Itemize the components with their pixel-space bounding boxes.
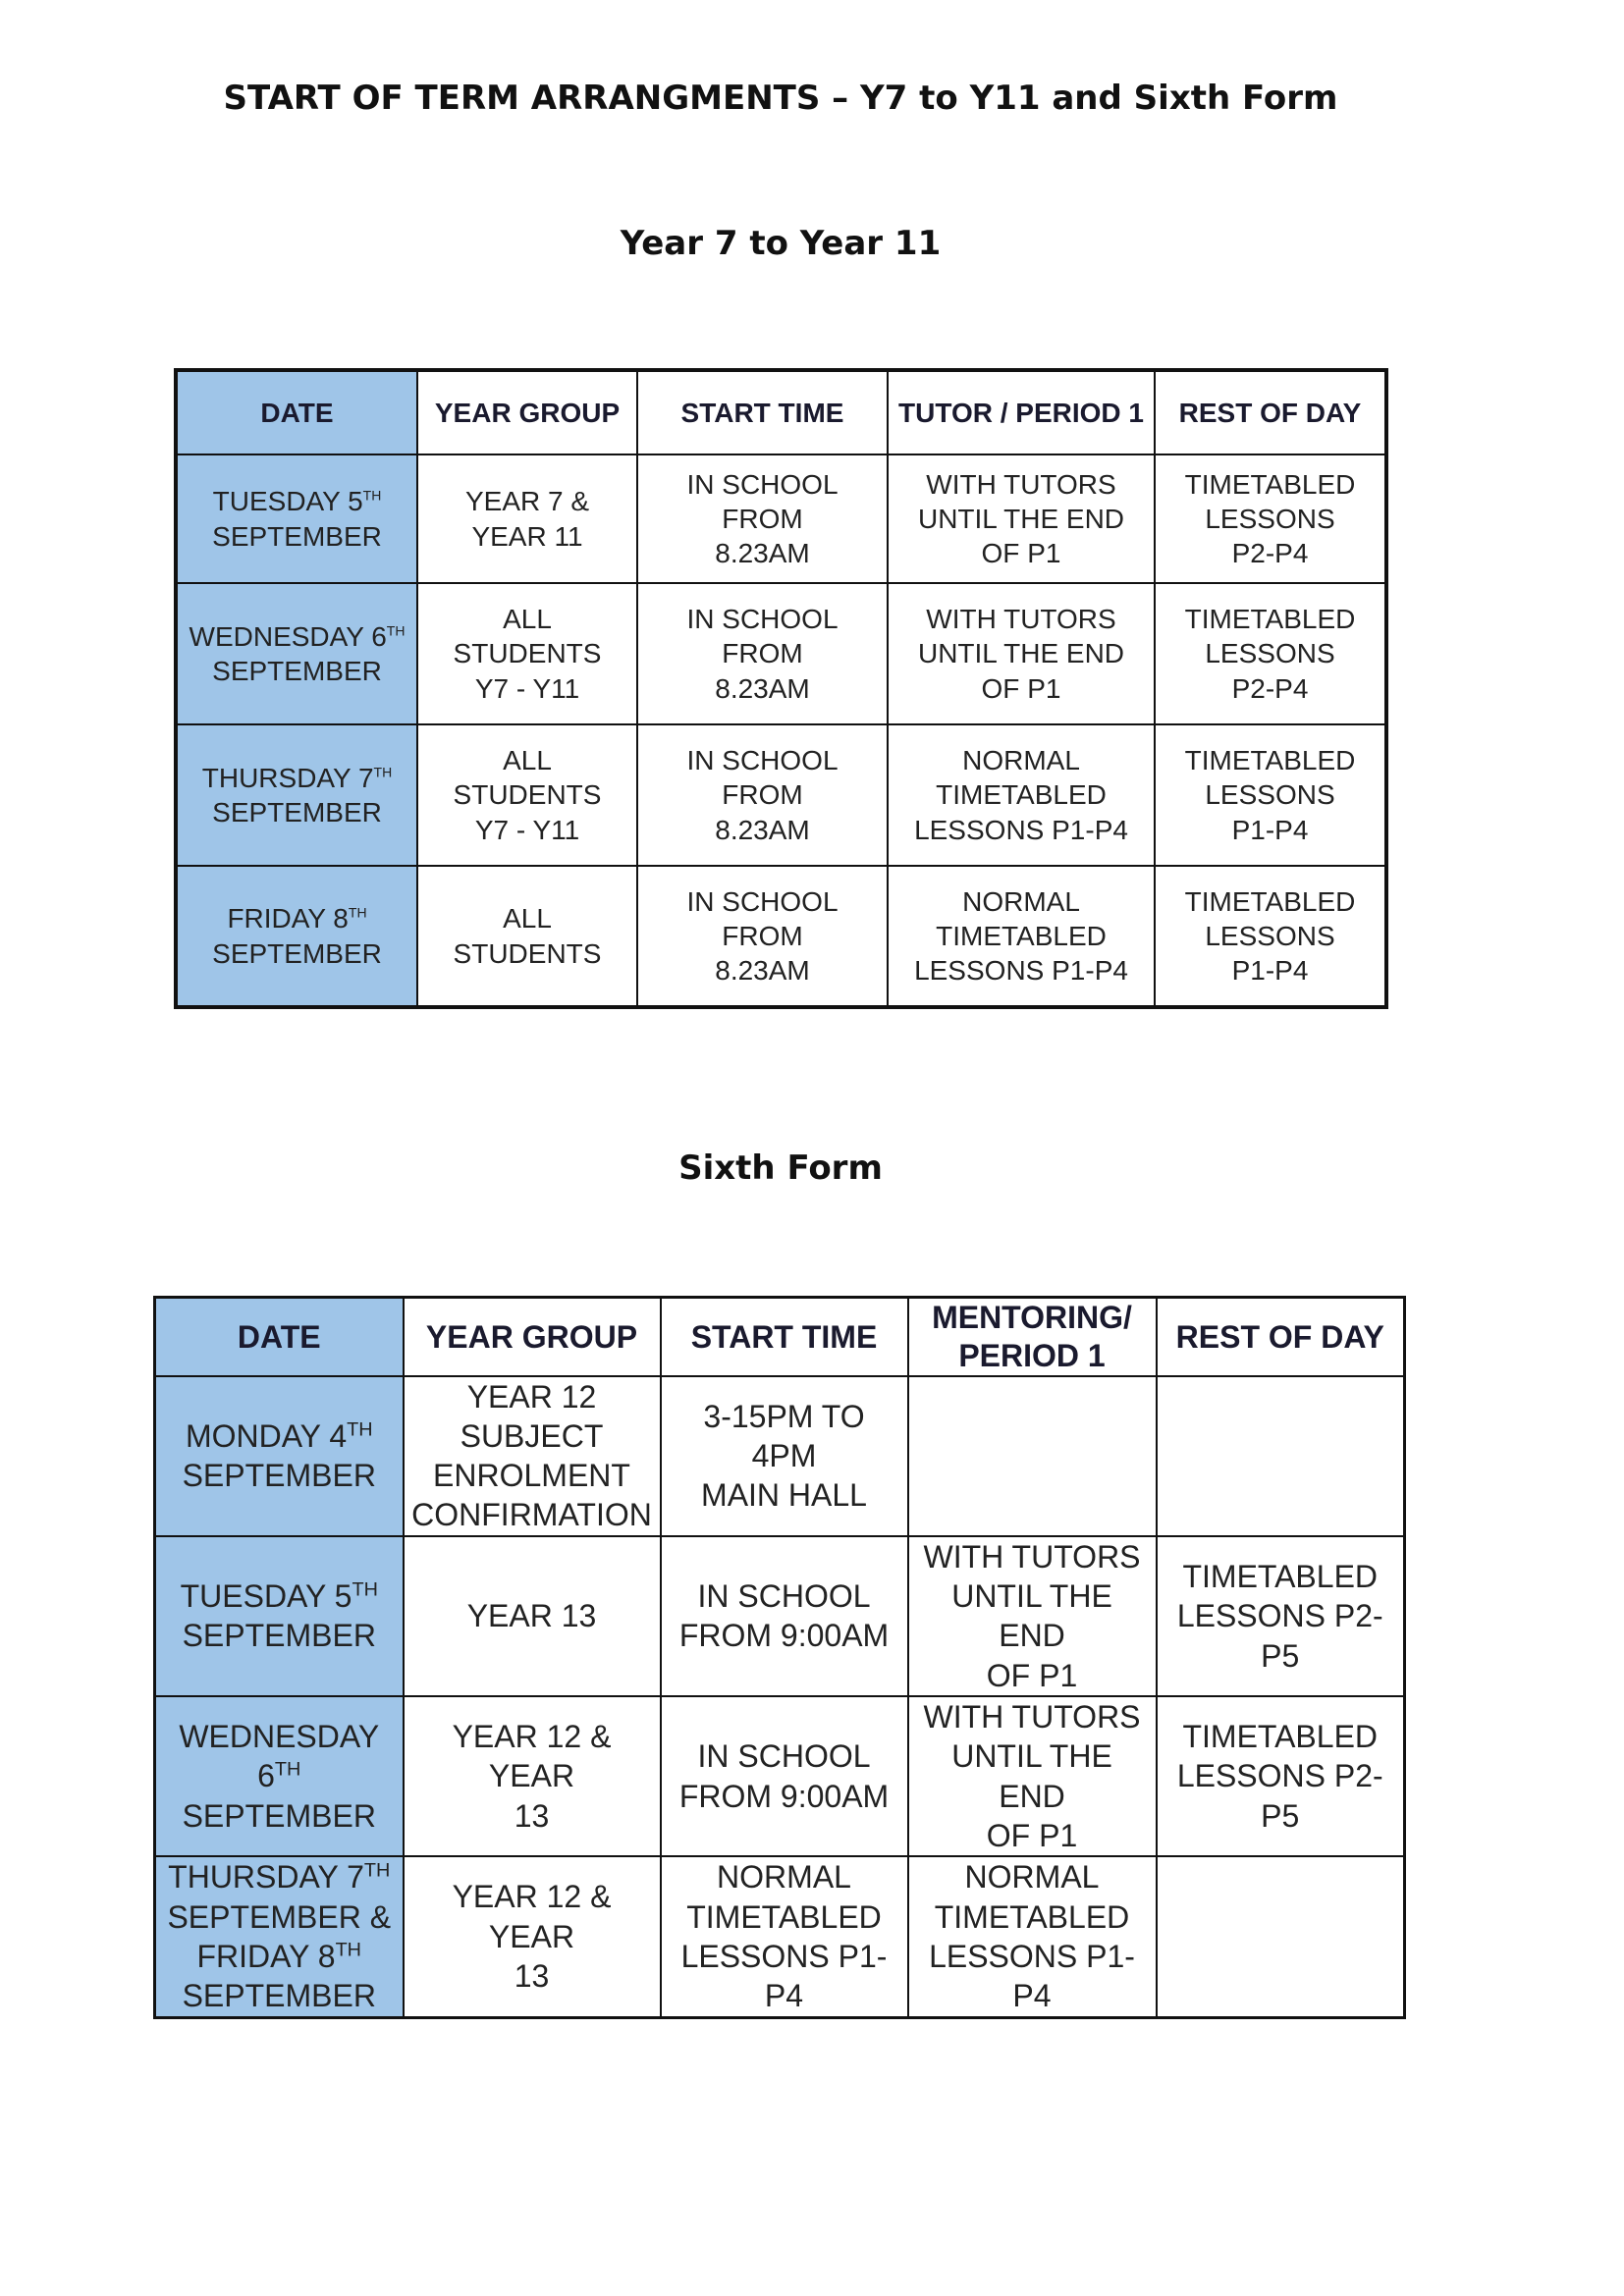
year-group-cell: ALL STUDENTS xyxy=(417,866,637,1007)
tutor-period-cell: NORMAL TIMETABLED LESSONS P1-P4 xyxy=(888,724,1155,866)
rest-of-day-cell: TIMETABLED LESSONS P1-P4 xyxy=(1155,724,1386,866)
rest-of-day-cell: TIMETABLED LESSONS P1-P4 xyxy=(1155,866,1386,1007)
start-time-cell: IN SCHOOL FROM 8.23AM xyxy=(637,454,888,583)
year-group-cell: YEAR 12 & YEAR 13 xyxy=(404,1696,661,1856)
date-cell: WEDNESDAY 6TH SEPTEMBER xyxy=(155,1696,404,1856)
start-time-cell: IN SCHOOL FROM 8.23AM xyxy=(637,583,888,724)
date-cell: THURSDAY 7TH SEPTEMBER xyxy=(176,724,417,866)
header-year-group: YEAR GROUP xyxy=(417,370,637,454)
header-year-group: YEAR GROUP xyxy=(404,1298,661,1376)
table-row xyxy=(176,454,1386,583)
year-group-cell: YEAR 13 xyxy=(404,1536,661,1696)
header-rest-of-day: REST OF DAY xyxy=(1157,1298,1405,1376)
rest-of-day-cell xyxy=(1157,1856,1405,2017)
table-row xyxy=(176,583,1386,724)
header-start-time: START TIME xyxy=(637,370,888,454)
header-date: DATE xyxy=(176,370,417,454)
rest-of-day-cell: TIMETABLED LESSONS P2-P4 xyxy=(1155,583,1386,724)
start-time-cell: 3-15PM TO 4PM MAIN HALL xyxy=(661,1376,908,1536)
table-row xyxy=(155,1536,1405,1696)
mentoring-period-cell: WITH TUTORS UNTIL THE END OF P1 xyxy=(908,1536,1157,1696)
tutor-period-cell: WITH TUTORS UNTIL THE END OF P1 xyxy=(888,583,1155,724)
start-time-cell: IN SCHOOL FROM 9:00AM xyxy=(661,1696,908,1856)
table-row xyxy=(155,1696,1405,1856)
year-group-cell: ALL STUDENTS Y7 - Y11 xyxy=(417,724,637,866)
date-cell: TUESDAY 5TH SEPTEMBER xyxy=(155,1536,404,1696)
start-time-cell: IN SCHOOL FROM 8.23AM xyxy=(637,866,888,1007)
header-start-time: START TIME xyxy=(661,1298,908,1376)
table-row xyxy=(176,724,1386,866)
table-row xyxy=(155,1376,1405,1536)
rest-of-day-cell: TIMETABLED LESSONS P2-P4 xyxy=(1155,454,1386,583)
table-row xyxy=(176,866,1386,1007)
date-cell: WEDNESDAY 6TH SEPTEMBER xyxy=(176,583,417,724)
header-date: DATE xyxy=(155,1298,404,1376)
year-group-cell: YEAR 12 & YEAR 13 xyxy=(404,1856,661,2017)
header-rest-of-day: REST OF DAY xyxy=(1155,370,1386,454)
year-group-cell: ALL STUDENTS Y7 - Y11 xyxy=(417,583,637,724)
date-cell: FRIDAY 8TH SEPTEMBER xyxy=(176,866,417,1007)
table-header-row xyxy=(155,1298,1405,1376)
rest-of-day-cell: TIMETABLED LESSONS P2-P5 xyxy=(1157,1696,1405,1856)
header-mentoring-period-1: MENTORING/ PERIOD 1 xyxy=(908,1298,1157,1376)
sixth-form-table xyxy=(153,1296,1406,2019)
tutor-period-cell: NORMAL TIMETABLED LESSONS P1-P4 xyxy=(888,866,1155,1007)
mentoring-period-cell xyxy=(908,1376,1157,1536)
date-cell: TUESDAY 5TH SEPTEMBER xyxy=(176,454,417,583)
year7-11-table xyxy=(174,368,1388,1009)
sixth-form-heading: Sixth Form xyxy=(678,1148,883,1188)
mentoring-period-cell: WITH TUTORS UNTIL THE END OF P1 xyxy=(908,1696,1157,1856)
header-tutor-period-1: TUTOR / PERIOD 1 xyxy=(888,370,1155,454)
start-time-cell: IN SCHOOL FROM 8.23AM xyxy=(637,724,888,866)
mentoring-period-cell: NORMAL TIMETABLED LESSONS P1-P4 xyxy=(908,1856,1157,2017)
rest-of-day-cell: TIMETABLED LESSONS P2-P5 xyxy=(1157,1536,1405,1696)
document-title: START OF TERM ARRANGMENTS – Y7 to Y11 and Sixth Form xyxy=(223,79,1338,118)
rest-of-day-cell xyxy=(1157,1376,1405,1536)
table-header-row xyxy=(176,370,1386,454)
date-cell: THURSDAY 7TH SEPTEMBER & FRIDAY 8TH SEPTEMBER xyxy=(155,1856,404,2017)
year-group-cell: YEAR 12 SUBJECT ENROLMENT CONFIRMATION xyxy=(404,1376,661,1536)
year7-11-heading: Year 7 to Year 11 xyxy=(620,224,942,263)
start-time-cell: IN SCHOOL FROM 9:00AM xyxy=(661,1536,908,1696)
year-group-cell: YEAR 7 & YEAR 11 xyxy=(417,454,637,583)
start-time-cell: NORMAL TIMETABLED LESSONS P1-P4 xyxy=(661,1856,908,2017)
tutor-period-cell: WITH TUTORS UNTIL THE END OF P1 xyxy=(888,454,1155,583)
date-cell: MONDAY 4TH SEPTEMBER xyxy=(155,1376,404,1536)
table-row xyxy=(155,1856,1405,2017)
